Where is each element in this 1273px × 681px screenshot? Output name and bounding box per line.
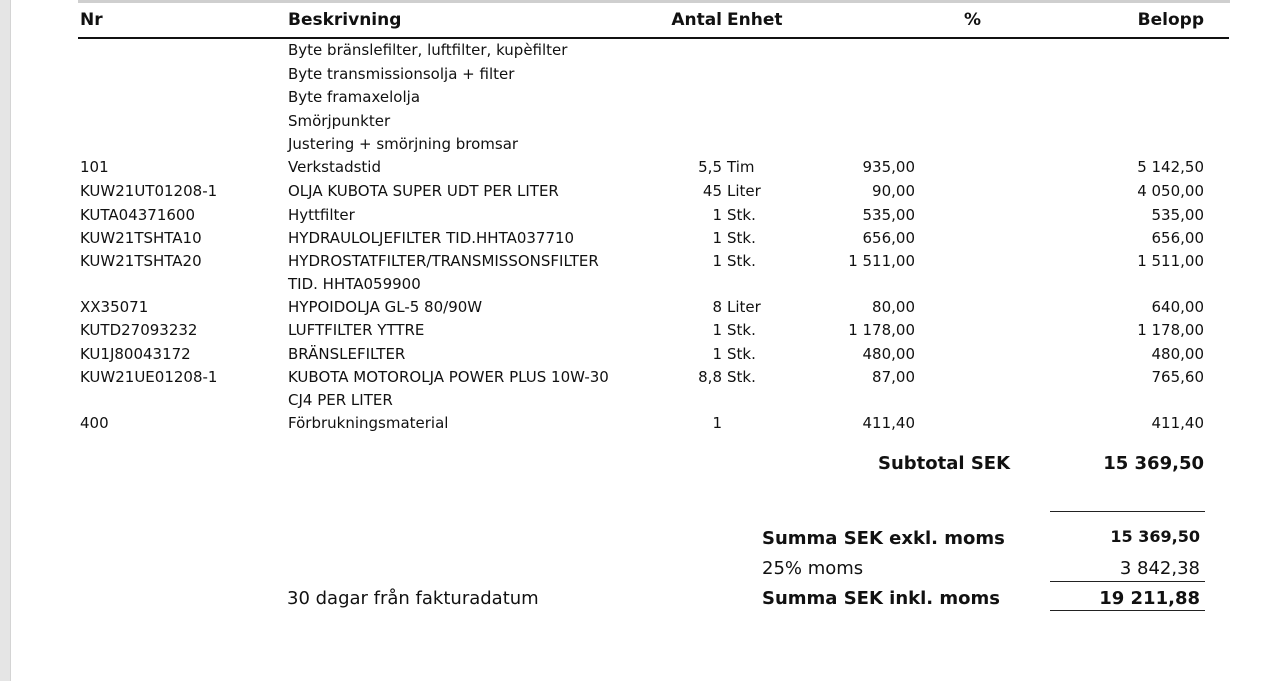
row-amount: 4 050,00 xyxy=(1137,182,1204,200)
row-unit: Stk. xyxy=(727,321,756,339)
row-quantity: 45 xyxy=(702,182,722,200)
row-quantity: 1 xyxy=(712,252,722,270)
row-description: LUFTFILTER YTTRE xyxy=(288,321,425,339)
row-unit: Stk. xyxy=(727,229,756,247)
row-nr: KUTD27093232 xyxy=(80,321,198,339)
row-nr: KUTA04371600 xyxy=(80,206,196,224)
total-incl-vat-label: Summa SEK inkl. moms xyxy=(762,588,1000,609)
row-nr: KUW21UE01208-1 xyxy=(80,368,218,386)
header-divider xyxy=(78,37,1229,39)
totals-divider xyxy=(1050,511,1205,512)
row-price: 656,00 xyxy=(862,229,915,247)
row-price: 1 511,00 xyxy=(848,252,915,270)
row-price: 935,00 xyxy=(862,158,915,176)
row-amount: 535,00 xyxy=(1151,206,1204,224)
row-amount: 1 511,00 xyxy=(1137,252,1204,270)
row-amount: 480,00 xyxy=(1151,345,1204,363)
row-nr: 400 xyxy=(80,414,109,432)
vat-label: 25% moms xyxy=(762,558,864,579)
row-amount: 640,00 xyxy=(1151,298,1204,316)
row-nr: KUW21TSHTA20 xyxy=(80,252,202,270)
row-unit: Liter xyxy=(727,182,761,200)
row-amount: 765,60 xyxy=(1151,368,1204,386)
note-line: Justering + smörjning bromsar xyxy=(288,135,519,153)
row-description: Verkstadstid xyxy=(288,158,381,176)
row-description: HYDRAULOLJEFILTER TID.HHTA037710 xyxy=(288,229,575,247)
vat-value: 3 842,38 xyxy=(1119,558,1200,579)
row-price: 1 178,00 xyxy=(848,321,915,339)
row-unit: Stk. xyxy=(727,368,756,386)
row-quantity: 1 xyxy=(712,229,722,247)
row-quantity: 1 xyxy=(712,414,722,432)
payment-terms: 30 dagar från fakturadatum xyxy=(287,588,539,609)
row-quantity: 5,5 xyxy=(698,158,722,176)
header-percent: % xyxy=(964,10,982,30)
row-description: OLJA KUBOTA SUPER UDT PER LITER xyxy=(288,182,559,200)
row-price: 411,40 xyxy=(862,414,915,432)
total-excl-vat-label: Summa SEK exkl. moms xyxy=(762,528,1005,549)
row-nr: XX35071 xyxy=(80,298,149,316)
row-price: 480,00 xyxy=(862,345,915,363)
subtotal-label: Subtotal SEK xyxy=(878,453,1011,474)
row-nr: KUW21TSHTA10 xyxy=(80,229,202,247)
header-unit: Enhet xyxy=(727,10,783,30)
total-excl-vat-value: 15 369,50 xyxy=(1110,527,1200,546)
row-description: KUBOTA MOTOROLJA POWER PLUS 10W-30 xyxy=(288,368,609,386)
row-amount: 1 178,00 xyxy=(1137,321,1204,339)
row-unit: Tim xyxy=(727,158,755,176)
row-nr: KUW21UT01208-1 xyxy=(80,182,218,200)
row-description: BRÄNSLEFILTER xyxy=(288,345,406,363)
row-quantity: 8,8 xyxy=(698,368,722,386)
note-line: Byte framaxelolja xyxy=(288,88,421,106)
header-amount: Belopp xyxy=(1137,10,1204,30)
row-unit: Liter xyxy=(727,298,761,316)
row-description: Förbrukningsmaterial xyxy=(288,414,449,432)
note-line: Byte transmissionsolja + filter xyxy=(288,65,515,83)
row-price: 535,00 xyxy=(862,206,915,224)
note-line: Byte bränslefilter, luftfilter, kupèfilter xyxy=(288,41,568,59)
subtotal-value: 15 369,50 xyxy=(1103,453,1204,474)
row-description-continued: TID. HHTA059900 xyxy=(288,275,421,293)
header-description: Beskrivning xyxy=(288,10,402,30)
row-unit: Stk. xyxy=(727,206,756,224)
row-description: Hyttfilter xyxy=(288,206,355,224)
row-quantity: 1 xyxy=(712,321,722,339)
row-price: 90,00 xyxy=(872,182,915,200)
row-amount: 5 142,50 xyxy=(1137,158,1204,176)
row-unit: Stk. xyxy=(727,252,756,270)
total-incl-vat-value: 19 211,88 xyxy=(1099,588,1200,609)
row-amount: 411,40 xyxy=(1151,414,1204,432)
page-top-edge xyxy=(78,0,1230,3)
page-edge xyxy=(0,0,11,681)
row-amount: 656,00 xyxy=(1151,229,1204,247)
row-price: 80,00 xyxy=(872,298,915,316)
row-quantity: 8 xyxy=(712,298,722,316)
note-line: Smörjpunkter xyxy=(288,112,391,130)
row-description: HYPOIDOLJA GL-5 80/90W xyxy=(288,298,483,316)
vat-underline xyxy=(1050,581,1205,582)
row-description: HYDROSTATFILTER/TRANSMISSONSFILTER xyxy=(288,252,599,270)
row-quantity: 1 xyxy=(712,206,722,224)
row-unit: Stk. xyxy=(727,345,756,363)
header-nr: Nr xyxy=(80,10,103,30)
grand-total-underline xyxy=(1050,610,1205,611)
header-quantity: Antal xyxy=(671,10,722,30)
row-price: 87,00 xyxy=(872,368,915,386)
row-nr: KU1J80043172 xyxy=(80,345,191,363)
row-quantity: 1 xyxy=(712,345,722,363)
row-description-continued: CJ4 PER LITER xyxy=(288,391,393,409)
row-nr: 101 xyxy=(80,158,109,176)
